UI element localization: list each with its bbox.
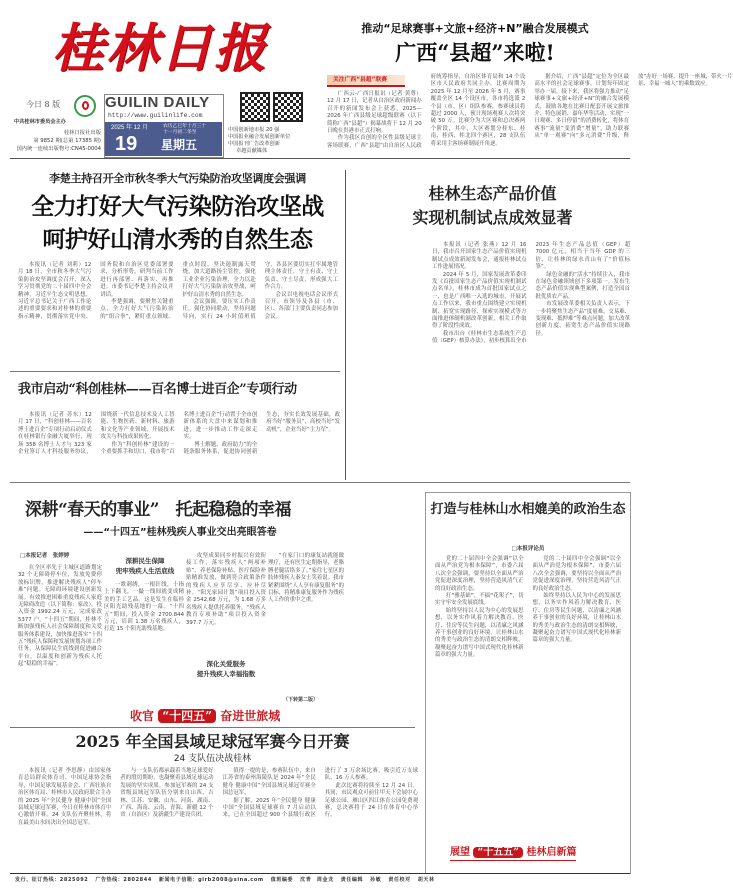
distribution-hotline: 发行、征订热线：2825092 bbox=[15, 877, 89, 883]
section-tag: 关注广西“县超”联赛 bbox=[327, 75, 405, 87]
disability-body-col4: “在家门口的康复站就能做理疗，还有医生定期指导，老胳膊老腿活络多了。”家住七星区的肢体残疾人秦女士笑着说。我市紧紧围绕“人人享有康复服务”的目标，将精准康复服务作为残疾人工作的重中之重。 bbox=[268, 553, 344, 604]
date-box bbox=[105, 122, 222, 156]
top-story-kicker: 推动“足球赛事+文旅+经济+N”融合发展模式 bbox=[361, 22, 589, 35]
qr-code-icon[interactable] bbox=[240, 92, 270, 122]
website-link[interactable]: http://www.guilinlife.com bbox=[108, 112, 203, 119]
lead-kicker: 李楚主持召开全市秋冬季大气污染防治攻坚调度会强调 bbox=[49, 172, 306, 185]
disability-subtitle: ——“十四五”桂林残疾人事业交出亮眼答卷 bbox=[83, 527, 277, 538]
subhead-1: 深耕民生保障 兜牢残疾人生活底线 bbox=[115, 557, 175, 575]
party-emblem-icon bbox=[74, 95, 96, 117]
football-headline[interactable]: 2025 年全国县域足球冠军赛今日开赛 bbox=[75, 732, 350, 751]
lead-headline-2[interactable]: 呵护好山清水秀的自然生态 bbox=[42, 227, 313, 253]
top-story-headline[interactable]: 广西“县超”来啦! bbox=[395, 40, 555, 65]
top-story-body: 广西云-广西日报讯（记者 黄尊）12 月 17 日，记者从自治区政府新闻办召开的新闻发布会上获悉，2025—2026 年广西县级足球超级联赛（以下简称广西“县超”）揭幕战将于 12 月 20 日晚在贵港市正式打响。 作为我区首创的全区性县级足球主客场联赛，广西“县超”由自治区人民政府统筹指导，自治区体育局和 14 个设区市人民政府共同主办。比赛周期为 2025 年 12 月至 2026 年 5 月，赛事覆盖全区 14 个设区市，各市将选派 2 个县（市、区）组队参赛，参赛球员将超过 2000 人，预计现场观赛人次将突破 50 万。比赛分为大区赛和总决赛两个阶段，其中，大区赛划分桂东、桂南、桂西、桂北四个赛区，28 支队伍将采用主客场赛制展开角逐。 据介绍，广西“县超”定位为全区最高水平的社会足球赛事，计划每年固定举办一届。接下来，我区将强力推动“足球赛事+文旅+经济+N”的融合发展模式，鼓励各地在比赛日配套开展文旅推介、特色展销、嘉年华等活动，实现“一日观赛、多日停留”的消费转化，将体育赛事“流量”变消费“增量”，助力联赛从“单一观赛”向“多元消费”升级，释放“办好一场赛、提升一座城、带火一片景、幸福一城人”的乘数效应。 bbox=[327, 74, 733, 149]
commentary-banner: 展望 “十五五” 桂林启新篇 bbox=[450, 846, 576, 861]
ads-hotline: 广告热线：2802844 bbox=[95, 877, 152, 883]
lead-headline-1[interactable]: 全力打好大气污染防治攻坚战 bbox=[31, 194, 324, 220]
footer: 发行、征订热线：2825092 广告热线：2802844 新闻电子信箱：glrb2008@sina.com 值班编委 沈青 周金龙 责任编辑 孙敏 责任校对 胡天林 bbox=[15, 877, 435, 883]
year-month: 2025 年 12 月 bbox=[111, 125, 149, 131]
commentary-body: 党的二十届四中全会强调“以全面从严治党为根本保障”，市委六届八次全会强调，要坚持以全面从严治党促进深度治理，坚持营造风清气正的良好政治生态。 打“雅基础”，不搞“花架子”，切实守牢安全发展底线。 始终坚持以人民为中心的发展思想，以务实作风着力解决教育、医疗、住房等民生问题，以清廉之风涵养干事创业的良好环境，让桂林山水的秀美与政治生态的清朗交相辉映，凝聚起奋力谱写中国式现代化桂林新篇章的强大力量。 党的二十届四中全会强调“以全面从严治党为根本保障”，市委六届八次全会强调，要坚持以全面从严治党促进深度治理，坚持营造风清气正的良好政治生态。 始终坚持以人民为中心的发展思想，以务实作风着力解决教育、医疗、住房等民生问题，以清廉之风涵养干事创业的良好环境，让桂林山水的秀美与政治生态的清朗交相辉映，凝聚起奋力谱写中国式现代化桂林新篇章的强大力量。 bbox=[435, 556, 621, 659]
keji-headline[interactable]: 我市启动“科创桂林——百名博士进百企”专项行动 bbox=[18, 382, 297, 397]
byline: □本报记者 张婷婷 bbox=[20, 553, 70, 559]
masthead-logo: 桂林日报 bbox=[52, 18, 269, 79]
weekday: 星期五 bbox=[161, 138, 198, 152]
disability-headline[interactable]: 深耕“春天的事业” 托起稳稳的幸福 bbox=[25, 500, 292, 520]
today-pages: 今日 8 版 bbox=[26, 100, 61, 109]
disability-body-col3: 攻坚成果同乡村振兴有效衔接工作，落实残疾人“两项补贴”、养老保险补贴、医疗保险补贴精准发放，做到符合政策条件的残疾人应享尽享、应补尽补。“阳光家园计划”项目投入资金 2542.68 万元，为 1.68 万多名残疾人提供托养服务。“残疾人教育专项补助”项目投入资金 397.7 万元。 bbox=[186, 553, 266, 626]
publication-info bbox=[2, 129, 101, 153]
day: 19 bbox=[115, 133, 138, 155]
sponsor: 中共桂林市委员会主办 bbox=[14, 119, 66, 125]
continued-note: （下转第二版） bbox=[283, 697, 319, 703]
news-email: 新闻电子信箱：glrb2008@sina.com bbox=[158, 877, 264, 883]
cn-number: 国内统一连续出版物号:CN45-0004 bbox=[16, 146, 101, 152]
qr-code-icon[interactable] bbox=[273, 92, 303, 122]
honors-list: 中国创新地市报 20 强 中国报业融合发展创新单位 中国报刊广告改革创新 卓越贡献媒体 bbox=[228, 127, 291, 154]
disability-body-col2: 一歌刺绣，一根针线，十指上下翻飞，一撮一线间就变成精美的手工艺品。这是发生在临桂区阳光助残基地的一幕。“十四五”期间，投入资金 2700.844 万元，培训 1.38 万名残疾人，打造 15 个阳光助残基地。 bbox=[104, 582, 184, 633]
eco-headline-1[interactable]: 桂林生态产品价值 bbox=[428, 184, 557, 203]
commentary-headline[interactable]: 打造与桂林山水相媲美的政治生态 bbox=[430, 502, 626, 517]
publisher: 桂林日报社出版 bbox=[63, 130, 101, 136]
english-title: GUILIN DAILY bbox=[105, 94, 210, 111]
eco-headline-2[interactable]: 实现机制试点成效显著 bbox=[412, 208, 573, 227]
issue-number: 第 9852 期(总第 17385 期) bbox=[33, 138, 101, 144]
keji-body: 本报讯（记者 苏东）12 月 17 日，“科创桂林——百名博士进百企”专项行动启动仪式在桂林银行金融大厦举行，现场 358 名博士人才与 323 家企业签订人才科技服务协议，围绕新一代信息技术及人工智能、生物医药、新材料、旅游和文化等产业领域，开展技术攻关与科技成果转化。 作为“科创桂林”建设的一个重要抓手和切口，我市将“百名博士进百企”行动置于全市创新体系的大盘中来谋划和推进，进一步推动工作走深走实。 博士解题、政府助力”的全链条服务体系，促进协同创新生态，夯实长效发展基础，政府当好“服务员”，高校当好“发动机”，企业当好“主力军”。 bbox=[18, 412, 340, 456]
eco-body: 本报讯（记者 张燕）12 月 16 日，我市召开国家生态产品价值实现机制试点成效新闻发布会，通报桂林试点工作进展情况。 2024 年 5 月，国家发展改革委印发《首批国家生态产品价值实现机制试点名单》，桂林市成为首批国家试点之一，也是广西唯一入选的城市。开展试点工作以来，我市重点围绕建立实现机制、拓宽实现路径、探索实现模式等方面推进体制机制改革创新，相关工作取得了阶段性成效。 我市出台《桂林市生态系统生产总值（GEP）核算办法》，初步核算出全市 2023 年生态产品总值（GEP）超 7000 亿元，相当于当年 GDP 的三倍，让桂林的绿水青山有了“价值标签”。 绿色金融的“活水”持续注入，我市在绿色金融领域创下多项第一。发布生态产品价值实现典型案例，打造全国首批优质农产品。 市发展改革委相关负责人表示，下一步将聚焦生态产品“度量难、交易难、变现难、抵押难”等难点问题，加大改革创新力度，拓宽生态产品价值实现路径。 bbox=[432, 242, 630, 345]
subhead-2: 深化关爱服务 提升残疾人幸福指数 bbox=[196, 660, 256, 678]
lead-body: 本报讯（记者 刘莉）12 月 18 日，全市秋冬季大气污染防治攻坚调度会召开，深入学习贯彻党的二十届四中全会精神，习近平生态文明思想，习近平总书记关于广西工作论述的重要要求和对桂林的重要指示精神，贯彻落实党中央、国务院和自治区党委部署要求，分析形势，研判当前工作进行再部署、再落实、再推进。市委书记李楚主持会议并讲话。 李楚强调，要聚焦关键重点，全力打好大气污染防治的“组合拳”，紧盯重点领域、重点时段，坚决遏制露天焚烧，加大道路扬尘管控，强化工业企业污染治理，全力以赴打好大气污染防治攻坚战，呵护好山清水秀的自然生态。 会议强调，要压实工作责任，强化协同联动，坚持问题导向，实行 24 小时值班值守，各县区要切实扛牢属地管理主体责任，守土有责、守土负责、守土尽责，形成强大工作合力。 会议以电视电话会议形式召开，市领导及各县（市、区）、各部门主要负责同志参加会议。 bbox=[18, 262, 338, 320]
lunar-date: 农历乙巳年十月三十 十一月初二冬至 bbox=[163, 124, 207, 135]
football-body: 本报讯（记者 李思静）由国家体育总局群众体育司、中国足球协会指导，中国足球发展基金会、广西壮族自治区体育局、桂林市人民政府联合主办的 2025 年“全民健身 健康中国”全国县域足球冠军赛，今日在桂林市体育中心激情开赛。24 支队伍齐聚桂林，将在最美山水间决出全国总冠军。 与一支队伍都承载着当地足球爱好者的殷切期盼，也凝聚着县域足球运动发展的坚实成果。参加冠军赛的 24 支省级县域冠军队伍分别来自山西、吉林、江苏、安徽、山东、河南、湖南、广西、海南、云南、青海、新疆 12 个省（自治区）及新疆生产建设兵团。 值得一提的是，参赛队伍中，来自江苏省的泰州海陵队是 2024 年“全民健身 健康中国”全国县域足球冠军赛全国总冠军。 据了解，2025 年“全民健身 健康中国”全国县域足球赛自 7 月启动以来，已在全国超过 900 个县级行政区进行了 3 万余场比赛，吸引近万支球队、16 万人参赛。 此次比赛将持续至 12 月 24 日。其间，市民观众可前往甲天下会展中心足球公园、雁山区四江体育公园免费观赛，总决赛将于 24 日在体育中心举行。 bbox=[18, 768, 418, 826]
disability-body-col1: 在全区率先于主城区道路划定 32 个无障碍停车位，发放免费停放标识牌，推进解决残疾人“停车难”问题。无障碍环境建设创新发展。有效推进困难重度残疾人家庭无障碍改造（以下简称：家改），投入资金 1992.24 万元，完成家改 5377 户。“十四五”期间，桂林不断加强残疾人社会保障制度和关爱服务体系建设，加快推进落实“十四五”残疾人保障和发展规划各项工作任务，从保障民生底线到促进融合平台，以温度和创新为残疾人托起“稳稳的幸福”。 bbox=[18, 565, 102, 668]
commentary-byline: □本报评论员 bbox=[511, 546, 545, 552]
football-subtitle: 24 支队伍决战桂林 bbox=[173, 754, 252, 764]
slogan-banner: 收官 “十四五” 奋进世旅城 bbox=[130, 709, 281, 723]
